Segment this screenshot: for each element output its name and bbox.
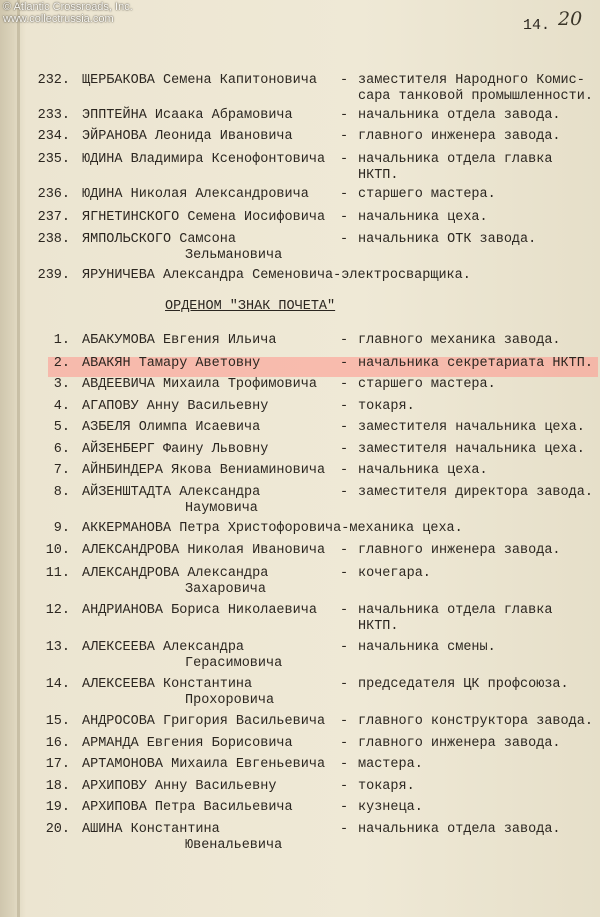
item-number: 234. xyxy=(37,129,70,144)
separator-dash: - xyxy=(340,822,349,837)
recipient-position: начальника отдела главка xyxy=(358,152,553,167)
separator-dash: - xyxy=(340,152,349,167)
recipient-name: АРХИПОВУ Анну Васильевну xyxy=(82,779,277,794)
recipient-position: токаря. xyxy=(358,399,415,414)
recipient-name: АШИНА Константина xyxy=(82,822,220,837)
recipient-position: заместителя начальника цеха. xyxy=(358,420,585,435)
item-number: 233. xyxy=(37,108,70,123)
separator-dash: - xyxy=(340,757,349,772)
item-number: 236. xyxy=(37,187,70,202)
recipient-position: начальника отдела завода. xyxy=(358,822,561,837)
item-number: 12. xyxy=(45,603,70,618)
item-number: 232. xyxy=(37,73,70,88)
separator-dash: - xyxy=(340,543,349,558)
recipient-position-continued: сара танковой промышленности. xyxy=(358,89,593,104)
item-number: 6. xyxy=(53,442,70,457)
recipient-position: кочегара. xyxy=(358,566,431,581)
list-item xyxy=(0,73,600,107)
recipient-position: начальника ОТК завода. xyxy=(358,232,537,247)
separator-dash: - xyxy=(340,603,349,618)
item-number: 19. xyxy=(45,800,70,815)
recipient-position: главного инженера завода. xyxy=(358,543,561,558)
item-number: 7. xyxy=(53,463,70,478)
watermark-line-2: www.collectrussia.com xyxy=(3,13,114,25)
recipient-name: АККЕРМАНОВА Петра Христофоровича-механика цеха. xyxy=(82,521,463,536)
list-item xyxy=(0,268,600,302)
recipient-position: председателя ЦК профсоюза. xyxy=(358,677,569,692)
separator-dash: - xyxy=(340,677,349,692)
recipient-position: начальника отдела главка xyxy=(358,603,553,618)
recipient-position-continued: НКТП. xyxy=(358,168,399,183)
recipient-name: ЯМПОЛЬСКОГО Самсона xyxy=(82,232,236,247)
recipient-name: ЩЕРБАКОВА Семена Капитоновича xyxy=(82,73,317,88)
recipient-name-continued: Зельмановича xyxy=(185,248,283,263)
item-number: 9. xyxy=(53,521,70,536)
recipient-position: главного конструктора завода. xyxy=(358,714,593,729)
separator-dash: - xyxy=(340,420,349,435)
separator-dash: - xyxy=(340,485,349,500)
item-number: 3. xyxy=(53,377,70,392)
recipient-name: АБАКУМОВА Евгения Ильича xyxy=(82,333,277,348)
separator-dash: - xyxy=(340,736,349,751)
item-number: 238. xyxy=(37,232,70,247)
item-number: 14. xyxy=(45,677,70,692)
item-number: 2. xyxy=(53,356,70,371)
recipient-position: кузнеца. xyxy=(358,800,423,815)
recipient-name-continued: Герасимовича xyxy=(185,656,283,671)
separator-dash: - xyxy=(340,210,349,225)
watermark xyxy=(3,1,133,25)
recipient-name: АЛЕКСЕЕВА Константина xyxy=(82,677,253,692)
recipient-name-continued: Наумовича xyxy=(185,501,258,516)
recipient-name: АЗБЕЛЯ Олимпа Исаевича xyxy=(82,420,261,435)
item-number: 16. xyxy=(45,736,70,751)
recipient-name-continued: Захаровича xyxy=(185,582,267,597)
item-number: 1. xyxy=(53,333,70,348)
separator-dash: - xyxy=(340,399,349,414)
recipient-position: начальника секретариата НКТП. xyxy=(358,356,593,371)
separator-dash: - xyxy=(340,108,349,123)
separator-dash: - xyxy=(340,640,349,655)
recipient-name: АЙЗЕНШТАДТА Александра xyxy=(82,485,261,500)
list-item xyxy=(0,152,600,186)
recipient-position: начальника смены. xyxy=(358,640,496,655)
recipient-name: АЙЗЕНБЕРГ Фаину Львовну xyxy=(82,442,269,457)
item-number: 4. xyxy=(53,399,70,414)
recipient-name: АВДЕЕВИЧА Михаила Трофимовича xyxy=(82,377,317,392)
separator-dash: - xyxy=(340,356,349,371)
list-item xyxy=(0,485,600,519)
recipient-position: заместителя Народного Комис- xyxy=(358,73,585,88)
recipient-name: АЛЕКСЕЕВА Александра xyxy=(82,640,245,655)
watermark-line-1: © Atlantic Crossroads, Inc. xyxy=(3,1,133,13)
recipient-name-continued: Прохоровича xyxy=(185,693,275,708)
list-item xyxy=(0,566,600,600)
item-number: 8. xyxy=(53,485,70,500)
separator-dash: - xyxy=(340,463,349,478)
separator-dash: - xyxy=(340,129,349,144)
page-number: 14. xyxy=(523,17,551,34)
item-number: 237. xyxy=(37,210,70,225)
item-number: 17. xyxy=(45,757,70,772)
separator-dash: - xyxy=(340,187,349,202)
recipient-name: АЙНБИНДЕРА Якова Вениаминовича xyxy=(82,463,326,478)
recipient-position-continued: НКТП. xyxy=(358,619,399,634)
recipient-name: АРМАНДА Евгения Борисовича xyxy=(82,736,293,751)
separator-dash: - xyxy=(340,377,349,392)
separator-dash: - xyxy=(340,714,349,729)
recipient-name: АЛЕКСАНДРОВА Николая Ивановича xyxy=(82,543,326,558)
recipient-name-continued: Ювенальевича xyxy=(185,838,283,853)
recipient-position: старшего мастера. xyxy=(358,377,496,392)
item-number: 10. xyxy=(45,543,70,558)
separator-dash: - xyxy=(340,779,349,794)
separator-dash: - xyxy=(340,73,349,88)
list-item xyxy=(0,603,600,637)
recipient-position: начальника отдела завода. xyxy=(358,108,561,123)
recipient-position: мастера. xyxy=(358,757,423,772)
recipient-position: токаря. xyxy=(358,779,415,794)
list-item xyxy=(0,232,600,266)
recipient-position: заместителя начальника цеха. xyxy=(358,442,585,457)
recipient-position: главного инженера завода. xyxy=(358,736,561,751)
item-number: 235. xyxy=(37,152,70,167)
item-number: 18. xyxy=(45,779,70,794)
separator-dash: - xyxy=(340,333,349,348)
separator-dash: - xyxy=(340,566,349,581)
recipient-position: главного механика завода. xyxy=(358,333,561,348)
separator-dash: - xyxy=(340,800,349,815)
recipient-name: АГАПОВУ Анну Васильевну xyxy=(82,399,269,414)
separator-dash: - xyxy=(340,232,349,247)
recipient-name: ЭЙРАНОВА Леонида Ивановича xyxy=(82,129,293,144)
item-number: 13. xyxy=(45,640,70,655)
recipient-position: начальника цеха. xyxy=(358,210,488,225)
recipient-name: ЯГНЕТИНСКОГО Семена Иосифовича xyxy=(82,210,326,225)
recipient-name: АЛЕКСАНДРОВА Александра xyxy=(82,566,269,581)
recipient-position: старшего мастера. xyxy=(358,187,496,202)
recipient-name: ЮДИНА Владимира Ксенофонтовича xyxy=(82,152,326,167)
item-number: 15. xyxy=(45,714,70,729)
handwritten-page-number: 20 xyxy=(558,8,583,30)
list-item xyxy=(0,677,600,711)
recipient-name: АРТАМОНОВА Михаила Евгеньевича xyxy=(82,757,326,772)
item-number: 5. xyxy=(53,420,70,435)
item-number: 20. xyxy=(45,822,70,837)
recipient-name: АРХИПОВА Петра Васильевича xyxy=(82,800,293,815)
section-heading: ОРДЕНОМ "ЗНАК ПОЧЕТА" xyxy=(165,299,336,314)
list-item xyxy=(0,640,600,674)
recipient-name: ЮДИНА Николая Александровича xyxy=(82,187,309,202)
recipient-name: ЯРУНИЧЕВА Александра Семеновича-электросварщика. xyxy=(82,268,471,283)
recipient-position: главного инженера завода. xyxy=(358,129,561,144)
recipient-name: АНДРИАНОВА Бориса Николаевича xyxy=(82,603,317,618)
recipient-position: начальника цеха. xyxy=(358,463,488,478)
recipient-name: АНДРОСОВА Григория Васильевича xyxy=(82,714,326,729)
recipient-position: заместителя директора завода. xyxy=(358,485,593,500)
item-number: 239. xyxy=(37,268,70,283)
list-item xyxy=(0,822,600,856)
recipient-name: АВАКЯН Тамару Аветовну xyxy=(82,356,261,371)
separator-dash: - xyxy=(340,442,349,457)
item-number: 11. xyxy=(45,566,70,581)
recipient-name: ЭППТЕЙНА Исаака Абрамовича xyxy=(82,108,293,123)
